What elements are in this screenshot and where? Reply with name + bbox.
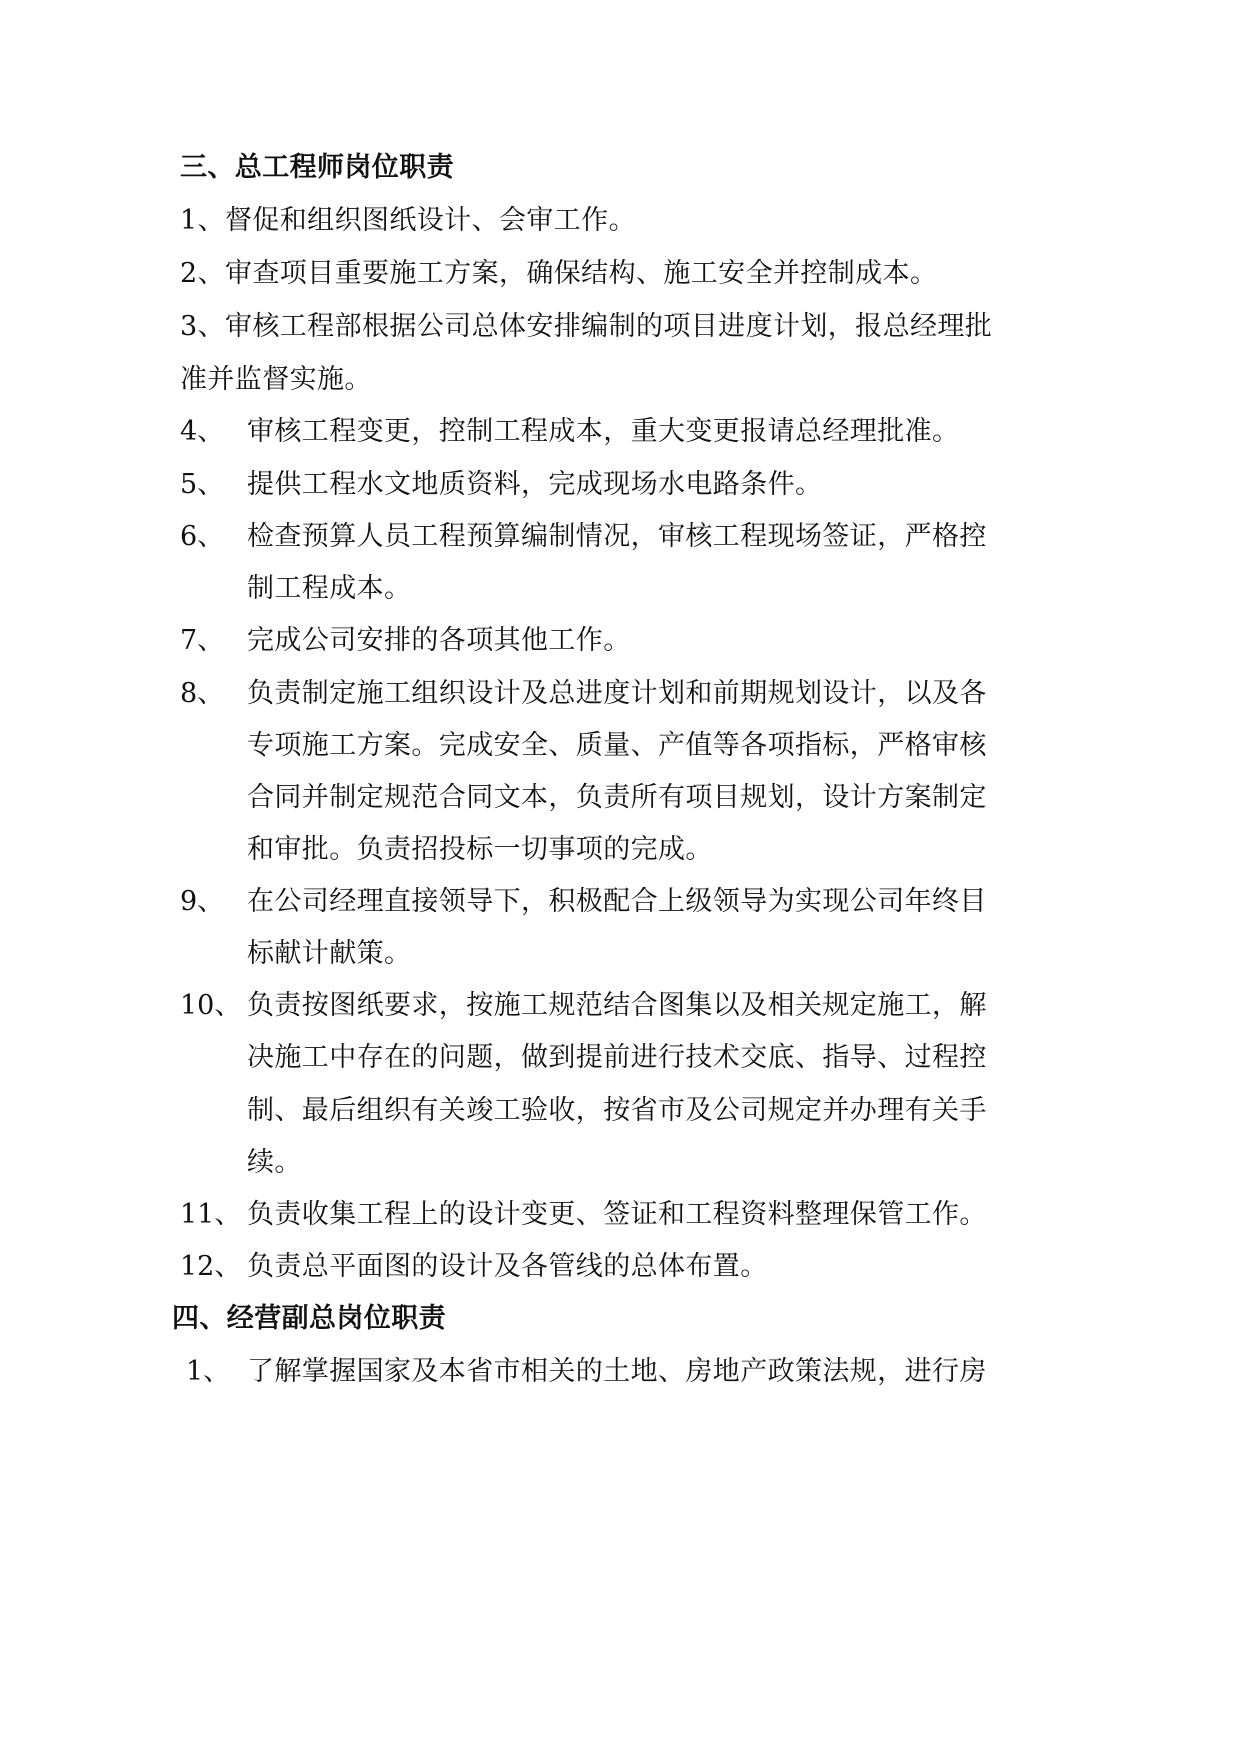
- item-text: 合同并制定规范合同文本，负责所有项目规划，设计方案制定: [247, 782, 987, 813]
- item-text: 标献计献策。: [247, 938, 412, 969]
- section3-item-2: 2、审查项目重要施工方案，确保结构、施工安全并控制成本。: [180, 258, 938, 289]
- item-text: 负责按图纸要求，按施工规范结合图集以及相关规定施工，解: [247, 990, 987, 1021]
- item-number: 9、: [180, 886, 225, 917]
- item-number: 10、: [180, 990, 242, 1021]
- item-text: 审核工程变更，控制工程成本，重大变更报请总经理批准。: [247, 416, 960, 447]
- section4-title: 四、经营副总岗位职责: [172, 1303, 446, 1334]
- item-number: 4、: [180, 416, 225, 447]
- item-number: 5、: [180, 469, 225, 500]
- item-number: 12、: [180, 1251, 242, 1282]
- section3-item-3: 3、审核工程部根据公司总体安排编制的项目进度计划，报总经理批: [180, 311, 993, 342]
- item-text: 提供工程水文地质资料，完成现场水电路条件。: [247, 469, 823, 500]
- item-text: 专项施工方案。完成安全、质量、产值等各项指标，严格审核: [247, 730, 987, 761]
- section3-item-3-cont: 准并监督实施。: [180, 364, 372, 395]
- section3-item-1: 1、督促和组织图纸设计、会审工作。: [180, 205, 636, 236]
- item-number: 11、: [180, 1199, 242, 1230]
- item-number: 6、: [180, 521, 225, 552]
- item-text: 了解掌握国家及本省市相关的土地、房地产政策法规，进行房: [247, 1356, 987, 1387]
- item-text: 决施工中存在的问题，做到提前进行技术交底、指导、过程控: [247, 1042, 987, 1073]
- item-text: 负责总平面图的设计及各管线的总体布置。: [247, 1251, 768, 1282]
- item-text: 检查预算人员工程预算编制情况，审核工程现场签证，严格控: [247, 521, 987, 552]
- item-number: 7、: [180, 625, 225, 656]
- section3-title: 三、总工程师岗位职责: [180, 152, 454, 183]
- item-text: 负责制定施工组织设计及总进度计划和前期规划设计，以及各: [247, 678, 987, 709]
- item-text: 负责收集工程上的设计变更、签证和工程资料整理保管工作。: [247, 1199, 987, 1230]
- item-text: 制工程成本。: [247, 573, 412, 604]
- item-text: 制、最后组织有关竣工验收，按省市及公司规定并办理有关手: [247, 1095, 987, 1126]
- item-text: 在公司经理直接领导下，积极配合上级领导为实现公司年终目: [247, 886, 987, 917]
- item-text: 完成公司安排的各项其他工作。: [247, 625, 631, 656]
- item-text: 和审批。负责招投标一切事项的完成。: [247, 834, 713, 865]
- item-number: 1、: [186, 1356, 231, 1387]
- item-text: 续。: [247, 1147, 302, 1178]
- item-number: 8、: [180, 678, 225, 709]
